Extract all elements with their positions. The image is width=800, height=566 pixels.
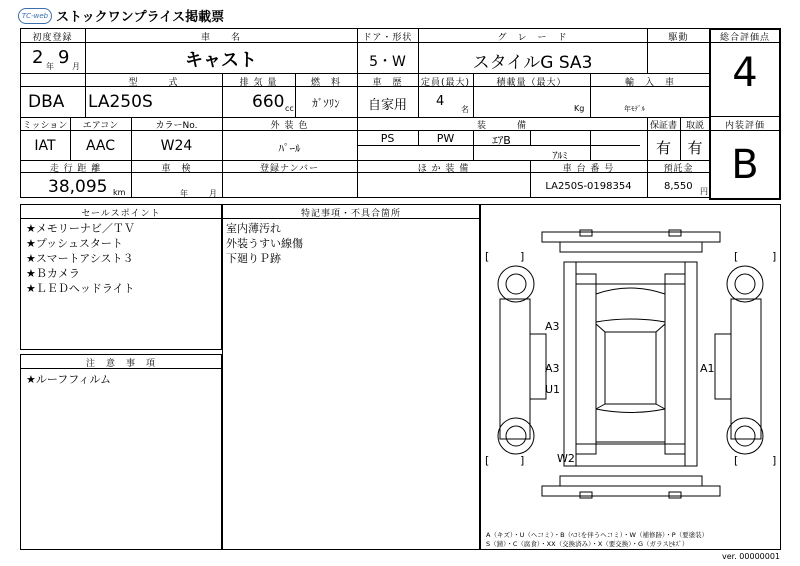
displacement: 660 <box>252 92 285 112</box>
list-item: ★ルーフフィルム <box>26 373 111 386</box>
equip-alloy: ｱﾙﾐ <box>552 151 568 162</box>
damage-mark: U1 <box>545 383 561 396</box>
tc-web-logo: TC-web <box>18 8 52 24</box>
bracket: [ <box>734 454 739 467</box>
notes-label: 特記事項・不具合箇所 <box>300 209 401 219</box>
mileage-label: 走 行 距 離 <box>49 164 102 174</box>
history-label: 車 歴 <box>372 78 403 88</box>
deposit: 8,550 <box>664 181 693 192</box>
total-score-label: 総合評価点 <box>719 33 770 43</box>
interior-label: 内装評価 <box>724 121 765 131</box>
chassis-label: 車 台 番 号 <box>562 164 615 174</box>
mission: IAT <box>34 138 56 154</box>
list-item: 室内薄汚れ <box>226 222 281 235</box>
other-equip-label: ほ か 装 備 <box>417 164 470 174</box>
bracket: [ <box>734 250 739 263</box>
list-item: ★Ｂカメラ <box>26 267 80 280</box>
first-reg-label: 初度登録 <box>32 33 73 43</box>
import-label: 輸 入 車 <box>624 78 675 88</box>
door-type-label: ドア・形状 <box>362 33 413 43</box>
bracket: [ <box>485 454 490 467</box>
exterior-label: 外 装 色 <box>270 121 309 131</box>
aircon: AAC <box>85 138 116 154</box>
list-item: 外装うすい線傷 <box>226 237 303 250</box>
bracket: ] <box>520 454 525 467</box>
plate-label: 登録ナンバー <box>260 164 319 174</box>
version-label: ver. 00000001 <box>722 552 781 561</box>
inspection-label: 車 検 <box>161 164 192 174</box>
notes-list <box>226 221 303 266</box>
model-prefix: DBA <box>28 92 65 112</box>
load-label: 積載量（最大） <box>496 78 567 88</box>
capacity-label: 定員(最大) <box>420 78 471 88</box>
bracket: [ <box>485 250 490 263</box>
damage-mark: A3 <box>545 362 560 375</box>
exterior-color: ﾊﾟｰﾙ <box>278 142 301 155</box>
bracket: ] <box>772 454 777 467</box>
mileage: 38,095 <box>48 177 108 197</box>
aircon-label: エアコン <box>82 121 119 131</box>
door-type: 5・W <box>369 54 406 70</box>
yen-unit: 円 <box>700 187 708 196</box>
list-item: ★プッシュスタート <box>26 237 123 250</box>
month-unit: 月 <box>72 62 80 71</box>
interior-score: B <box>731 142 759 188</box>
capacity: 4 <box>436 94 445 109</box>
total-score: 4 <box>732 50 758 96</box>
model: LA250S <box>88 92 153 112</box>
damage-legend-2: S（錆）・C（腐食）・XX（交換済み）・X（要交換）・G（ガラスﾋｷｽﾞ） <box>486 540 689 548</box>
manual-label: 取説 <box>685 121 704 131</box>
displacement-label: 排 気 量 <box>239 78 278 88</box>
grade: スタイルG SA3 <box>472 53 593 73</box>
equip-pw: PW <box>436 132 455 145</box>
mission-label: ミッション <box>22 121 68 131</box>
reg-month: 9 <box>58 47 70 68</box>
page-title: ストックワンプライス掲載票 <box>56 10 225 25</box>
manual: 有 <box>687 139 703 157</box>
reg-year: 2 <box>32 47 44 68</box>
damage-legend-1: A（キズ）・U（ヘコミ）・B（ﾍｺﾐを伴うヘコミ）・W（補修跡）・P（要塗装） <box>486 531 709 539</box>
warranty-label: 保証書 <box>649 121 677 131</box>
fuel: ｶﾞｿﾘﾝ <box>312 97 340 110</box>
km-unit: km <box>113 188 126 197</box>
damage-mark: A3 <box>545 320 560 333</box>
list-item: ★メモリーナビ／ＴＶ <box>26 222 135 235</box>
load-unit: Kg <box>574 104 585 113</box>
chassis-number: LA250S-0198354 <box>545 181 632 192</box>
warranty: 有 <box>655 139 671 157</box>
import-note: 年ﾓﾃﾞﾙ <box>624 105 645 113</box>
cc-unit: cc <box>285 104 294 113</box>
equip-ps: PS <box>380 132 395 145</box>
equip-airbag: ｴｱB <box>492 134 511 147</box>
sales-points-list <box>26 221 135 296</box>
bracket: ] <box>772 250 777 263</box>
car-name-label: 車 名 <box>200 33 241 43</box>
model-label: 型 式 <box>128 78 179 88</box>
list-item: ★ＬＥＤヘッドライト <box>26 282 135 295</box>
caution-list <box>26 372 111 387</box>
caution-label: 注 意 事 項 <box>85 359 156 369</box>
history: 自家用 <box>367 98 407 113</box>
damage-mark: A1 <box>700 362 715 375</box>
sales-points-label: セールスポイント <box>81 209 161 219</box>
insp-month-unit: 月 <box>209 189 217 198</box>
color-no: W24 <box>160 138 193 154</box>
fuel-label: 燃 料 <box>310 78 341 88</box>
list-item: ★スマートアシスト３ <box>26 252 134 265</box>
grade-label: グ レ ー ド <box>497 33 568 43</box>
insp-year-unit: 年 <box>180 189 188 198</box>
year-unit: 年 <box>46 62 54 71</box>
bracket: ] <box>520 250 525 263</box>
deposit-label: 預託金 <box>663 164 694 174</box>
color-label: カラーNo. <box>155 121 198 131</box>
damage-mark: W2 <box>557 452 575 465</box>
equipment-label: 装 備 <box>476 121 527 131</box>
capacity-unit: 名 <box>461 105 469 114</box>
drive-label: 駆動 <box>668 33 689 43</box>
car-name: キャスト <box>185 50 257 71</box>
list-item: 下廻りＰ跡 <box>226 252 281 265</box>
